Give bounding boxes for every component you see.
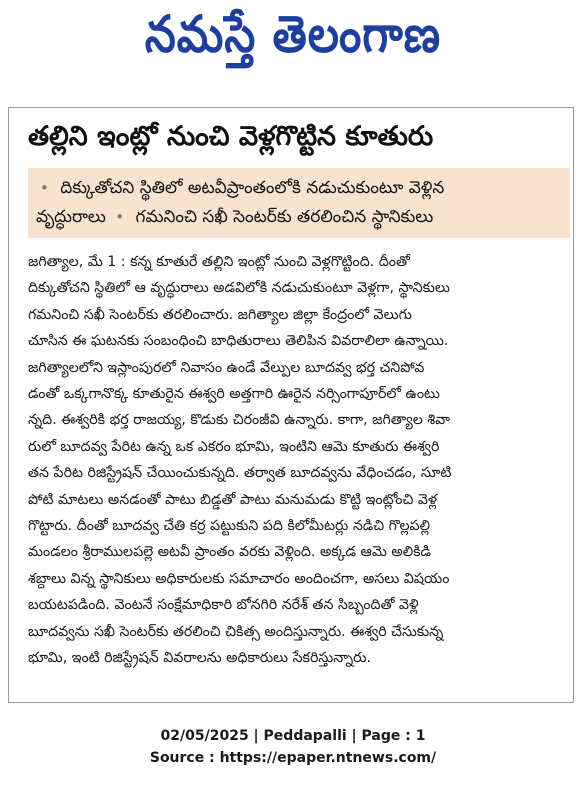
article-headline: తల్లిని ఇంట్లో నుంచి వెళ్లగొట్టిన కూతురు (28, 121, 434, 152)
highlight-line (36, 203, 562, 232)
body-line: మండలం శ్రీరాములపల్లె అటవీ ప్రాంతం వరకు వెళ్లింది. అక్కడ ఆమె అలికిడి (28, 544, 432, 561)
body-line: శబ్దాలు విన్న స్థానికులు అధికారులకు సమాచారం అందించగా, అసలు విషయం (28, 570, 450, 587)
article-highlight-box (28, 168, 570, 238)
body-line: గొట్టారు. దీంతో బూదవ్వ చేతి కర్ర పట్టుకుని పది కిలోమీటర్లు నడిచి గొల్లపల్లి (28, 518, 431, 535)
newspaper-masthead (0, 6, 586, 76)
highlight-text: వృద్ధురాలు (36, 207, 106, 227)
masthead-title: నమస్తే తెలంగాణ (144, 5, 442, 64)
footer-date-edition: 02/05/2025 | Peddapalli | Page : 1 (160, 728, 426, 744)
highlight-text: దిక్కుతోచని స్థితిలో అటవీప్రాంతంలోకి నడుచుకుంటూ వెళ్లిన (60, 178, 445, 198)
bullet-icon: • (40, 179, 49, 197)
body-line: గమనించి సఖీ సెంటర్‌కు తరలించారు. జగిత్యాల జిల్లా కేంద్రంలో వెలుగు (28, 306, 412, 323)
body-line: రులో బూదవ్వ పేరిట ఉన్న ఒక ఎకరం భూమి, ఇంటిని ఆమె కూతురు ఈశ్వరి (28, 438, 440, 455)
body-line: భూమి, ఇంటి రిజిస్ట్రేషన్ వివరాలను అధికారులు సేకరిస్తున్నారు. (28, 650, 371, 667)
highlight-text: గమనించి సఖీ సెంటర్‌కు తరలించిన స్థానికులు (135, 207, 434, 227)
article-body (28, 249, 570, 672)
footer-source-link[interactable]: Source : https://epaper.ntnews.com/ (149, 750, 437, 766)
body-line: జగిత్యాల, మే 1 : కన్న కూతురే తల్లిని ఇంట్లో నుంచి వెళ్లగొట్టింది. దీంతో (28, 254, 410, 270)
body-line: డంతో ఒక్కగానొక్క కూతురైన ఈశ్వరి అత్తగారి ఊరైన నర్సింగాపూర్‌లో ఉంటు (28, 386, 440, 403)
highlight-line (36, 174, 562, 203)
body-line: బూదవ్వను సఖీ సెంటర్‌కు తరలించి చికిత్స అందిస్తున్నారు. ఈశ్వరి చేసుకున్న (28, 623, 444, 640)
body-line: న్నది. ఈశ్వరికి భర్త రాజయ్య, కొడుకు చిరంజీవి ఉన్నారు. కాగా, జగిత్యాల శివా (28, 412, 451, 429)
body-line: చూసిన ఈ ఘటనకు సంబంధించి బాధితురాలు తెలిపిన వివరాలిలా ఉన్నాయి. (28, 333, 449, 350)
body-line: జగిత్యాలలోని ఇస్లాంపురలో నివాసం ఉండే వేల్పుల బూదవ్వ భర్త చనిపోవ (28, 359, 425, 376)
body-line: దిక్కుతోచని స్థితిలో ఆ వృద్ధురాలు అడవిలోకి నడుచుకుంటూ వెళ్లగా, స్థానికులు (28, 280, 450, 297)
body-line: పోటి మాటలు అనడంతో పాటు బిడ్డతో పాటు మనుమడు కొట్టి ఇంట్లోంచి వెళ్ల (28, 491, 438, 508)
body-line: బయటపడింది. వెంటనే సంక్షేమాధికారి బోనగిరి నరేశ్ తన సిబ్బందితో వెళ్లి (28, 597, 419, 614)
body-line: తన పేరిట రిజిస్ట్రేషన్ చేయించుకున్నది. తర్వాత బూదవ్వను వేధించడం, సూటి (28, 465, 452, 482)
bullet-icon: • (115, 208, 125, 226)
